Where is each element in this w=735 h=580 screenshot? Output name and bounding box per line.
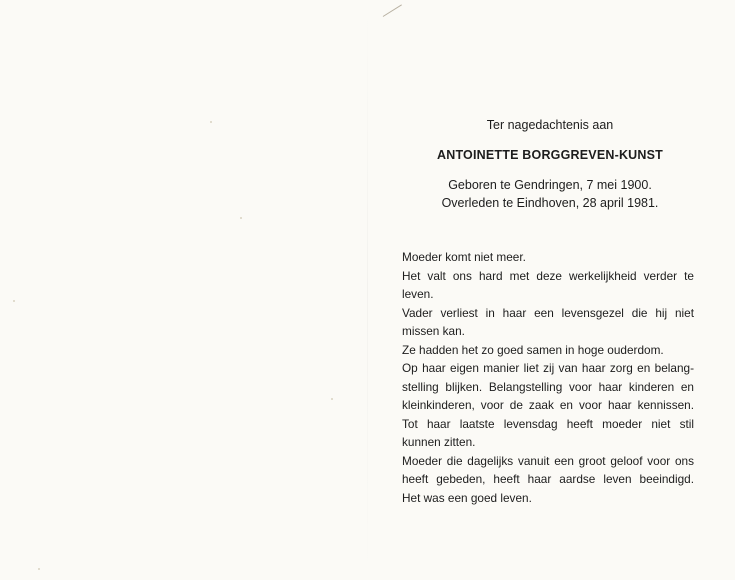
memorial-intro: Ter nagedachtenis aan [486,118,614,132]
paper-speck [210,121,212,123]
stray-pencil-mark [383,4,402,17]
deceased-name: ANTOINETTE BORGGREVEN-KUNST [436,148,663,162]
card-header [402,117,698,212]
paper-speck [240,217,242,219]
poem-line: Ze hadden het zo goed samen in hoge ouderdom. [402,342,664,357]
poem-line: Het was een goed leven. [402,490,532,505]
poem-line: Vader verliest in haar een levensgezel die hij niet [402,305,694,320]
poem-text [402,248,694,507]
paper-speck [331,398,333,400]
poem-line: kleinkinderen, voor de zaak en voor haar kennissen. [402,398,694,412]
poem-line: heeft gebeden, heeft haar aardse leven beeindigd. [402,472,694,486]
poem-line: kunnen zitten. [402,435,476,449]
fold-line [367,0,368,580]
paper-speck [38,568,40,570]
poem-line: Moeder komt niet meer. [402,250,526,264]
poem-line: Moeder die dagelijks vanuit een groot geloof voor ons [402,453,694,468]
poem-line: Tot haar laatste levensdag heeft moeder niet stil [402,416,694,431]
poem-line: Het valt ons hard met deze werkelijkheid verder te [402,268,694,283]
poem-line: stelling blijken. Belangstelling voor haar kinderen en [402,379,694,394]
death-line: Overleden te Eindhoven, 28 april 1981. [441,196,659,210]
poem-line: leven. [402,287,434,301]
paper-speck [13,300,15,302]
poem-line: missen kan. [402,324,465,338]
birth-line: Geboren te Gendringen, 7 mei 1900. [448,178,652,192]
poem-line: Op haar eigen manier liet zij van haar zorg en belang- [402,361,694,375]
